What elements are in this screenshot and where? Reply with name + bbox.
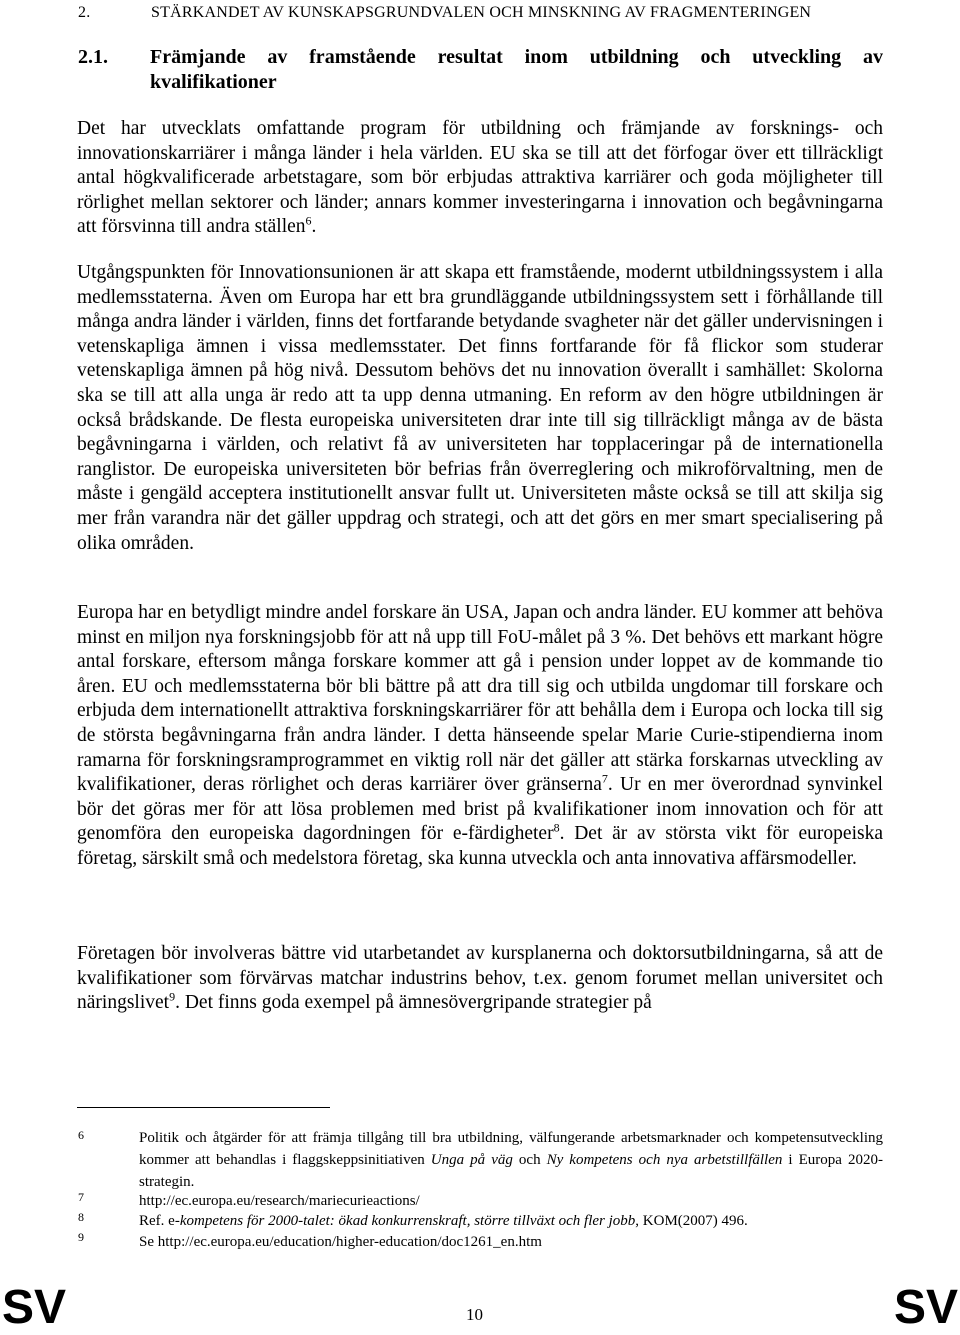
- footnote-7-link[interactable]: http://ec.europa.eu/research/mariecurieactions/: [139, 1193, 420, 1209]
- footnote-6-part-c: i Europa 2020-strategin.: [139, 1152, 883, 1190]
- footnote-8-italic: -kompetens för 2000-talet: ökad konkurrenskraft, större tillväxt och fler jobb: [174, 1213, 636, 1229]
- paragraph-1-end: .: [311, 216, 317, 238]
- paragraph-1-text: Det har utvecklats omfattande program för utbildning och främjande av forsknings- och innovationskarriärer i många länder i hela världen. EU ska se till att det förfogar över ett tillräckligt antal högkvalificerade arbetstagare, som bör erbjudas attraktiva karriärer och goda möjligheter till rörlighet mellan sektorer och länder; annars kommer investeringarna i innovation och begåvningarna att försvinna till andra ställen: [77, 118, 883, 238]
- subsection-title-line1: Främjande av framstående resultat inom utbildning och utveckling av: [150, 46, 883, 68]
- footnote-8-part-b: , KOM(2007) 496.: [635, 1213, 748, 1229]
- paragraph-3-text-b: . Ur en mer överordnad synvinkel bör det göras mer för att lösa problemen med brist på kvalifikationer inom innovation och för att genomföra den europeiska dagordningen för e-färdigheter: [77, 774, 883, 845]
- footer-language-left: SV: [2, 1281, 67, 1334]
- footnote-9-number: 9: [78, 1230, 84, 1244]
- footnote-separator: [77, 1107, 330, 1108]
- footnote-ref-6[interactable]: 6: [305, 213, 312, 228]
- footnote-6-italic-2: Ny kompetens och nya arbetstillfällen: [546, 1152, 783, 1168]
- footnote-ref-9[interactable]: 9: [169, 989, 176, 1004]
- footnote-9-link[interactable]: Se http://ec.europa.eu/education/higher-education/doc1261_en.htm: [139, 1234, 542, 1250]
- footer-language-right: SV: [893, 1281, 958, 1334]
- paragraph-4: [77, 942, 883, 1016]
- footnote-6-part-a: Politik och åtgärder för att främja tillgång till bra utbildning, välfungerande arbetsmarknader och kompetensutveckling kommer att behandlas i flaggskeppsinitiativen: [139, 1130, 883, 1168]
- paragraph-1: [77, 117, 883, 240]
- paragraph-3-text-c: . Det är av största vikt för europeiska företag, särskilt små och medelstora företag, ska kunna utveckla och anta innovativa affärsmodeller.: [77, 823, 883, 869]
- paragraph-3-text-a: Europa har en betydligt mindre andel forskare än USA, Japan och andra länder. EU kommer att behöva minst en miljon nya forskningsjobb för att nå upp till FoU-målet på 3 %. Det behövs ett markant högre antal forskare, eftersom många forskare kommer att gå i pension under loppet av de kommande tio åren. EU och medlemsstaterna bör bli bättre på att dra till sig och utbilda ungdomar till forskare och erbjuda dem internationellt attraktiva forskningskarriärer för att behålla dem i Europa och locka till sig de största begåvningarna från andra länder. I detta hänseende spelar Marie Curie-stipendierna inom ramarna för forskningsramprogrammet en viktig roll när det gäller att stärka forskarnas utveckling av kvalifikationer, deras rörlighet och deras karriärer över gränserna: [77, 602, 883, 796]
- paragraph-4-text-b: . Det finns goda exempel på ämnesövergripande strategier på: [175, 992, 652, 1014]
- section-title: STÄRKANDET AV KUNSKAPSGRUNDVALEN OCH MINSKNING AV FRAGMENTERINGEN: [151, 4, 812, 21]
- footnote-6-italic-1: Unga på väg: [430, 1152, 513, 1168]
- footnote-ref-8[interactable]: 8: [553, 820, 560, 835]
- section-number: 2.: [78, 4, 91, 21]
- footnote-8-text: [139, 1210, 883, 1232]
- subsection-number: 2.1.: [78, 46, 108, 68]
- footnote-ref-7[interactable]: 7: [601, 771, 608, 786]
- footnote-8-part-a: Ref. e: [139, 1213, 175, 1229]
- paragraph-2: Utgångspunkten för Innovationsunionen är att skapa ett framstående, modernt utbildningssystem i alla medlemsstaterna. Även om Europa har ett bra grundläggande utbildningssystem sett i förhållande till många andra länder i världen, finns det fortfarande betydande svagheter när det gäller undervisningen i vetenskapliga ämnen i vissa medlemsstater. Det finns fortfarande för få flickor som studerar vetenskapliga ämnen på hög nivå. Dessutom behövs det nu innovation överallt i samhället: Skolorna ska se till att alla unga är redo att ta upp denna utmaning. En reform av den högre utbildningen är också brådskande. De flesta europeiska universiteten drar inte till sig tillräckligt många av de bästa begåvningarna i världen, och relativt få av universiteten har topplaceringar på de internationella ranglistor. De europeiska universiteten bör befrias från överreglering och mikroförvaltning, men de måste i gengäld acceptera institutionellt ansvar fullt ut. Universiteten måste också se till att skilja sig mer från varandra när det gäller uppdrag och strategi, och att det görs en mer smart specialisering på olika områden.: [77, 262, 883, 554]
- footnote-7-number: 7: [78, 1190, 84, 1204]
- footnote-6-number: 6: [78, 1128, 84, 1142]
- footnote-6-text: [139, 1127, 883, 1193]
- footnote-6-part-b: och: [512, 1152, 547, 1168]
- subsection-title-line2: kvalifikationer: [150, 71, 277, 93]
- paragraph-3: [77, 601, 883, 872]
- footnote-8-number: 8: [78, 1210, 84, 1224]
- paragraph-4-text-a: Företagen bör involveras bättre vid utarbetandet av kursplanerna och doktorsutbildningarna, så att de kvalifikationer som förvärvas matchar industrins behov, t.ex. genom forumet mellan universitet och näringslivet: [77, 943, 883, 1014]
- page-number: 10: [466, 1305, 483, 1324]
